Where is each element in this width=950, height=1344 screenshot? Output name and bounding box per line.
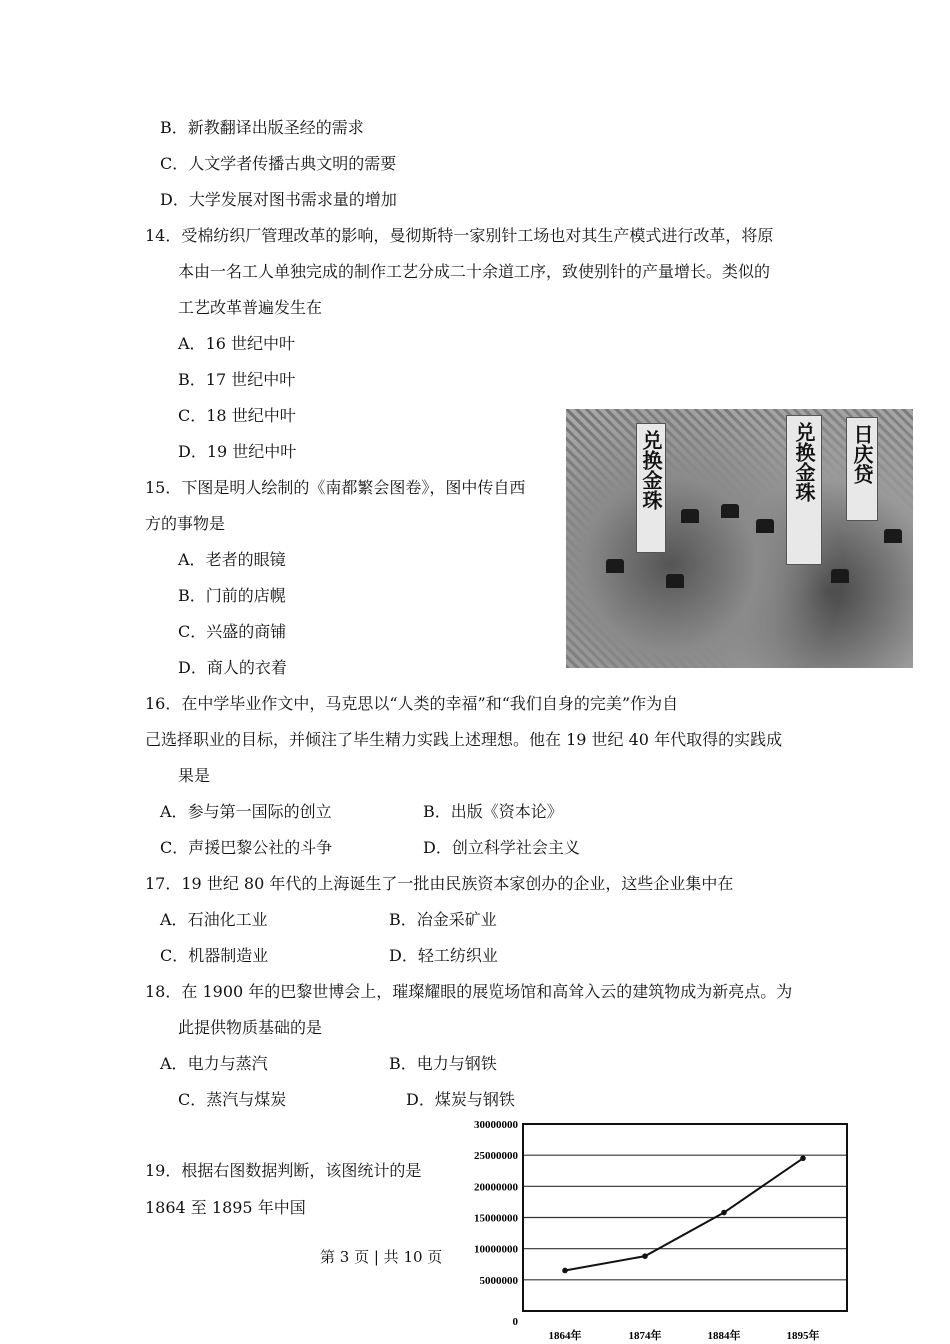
option-text: 人文学者传播古典文明的需要	[188, 154, 397, 173]
y-tick-label: 15000000	[474, 1212, 518, 1225]
q17-option-d	[389, 946, 498, 966]
q14-option-a	[178, 334, 295, 354]
painting-banner	[636, 423, 666, 553]
banner-text: 兑换金珠	[639, 430, 663, 510]
option-letter: B．	[389, 910, 417, 929]
option-text: 蒸汽与煤炭	[206, 1090, 287, 1109]
question-text: 己选择职业的目标，并倾注了毕生精力实践上述理想。他在 19 世纪 40 年代取得的实践成	[145, 730, 783, 749]
option-text: 兴盛的商铺	[206, 622, 287, 641]
question-text: 此提供物质基础的是	[178, 1018, 323, 1037]
question-number: 14．	[145, 226, 182, 245]
option-text: 轻工纺织业	[417, 946, 498, 965]
q13-option-b	[160, 118, 364, 138]
option-text: 16 世纪中叶	[205, 334, 296, 353]
line-chart	[460, 1110, 860, 1344]
q14-stem	[145, 226, 773, 246]
option-text: 商人的衣着	[206, 658, 287, 677]
option-text: 创立科学社会主义	[451, 838, 580, 857]
question-text: 根据右图数据判断，该图统计的是	[181, 1161, 422, 1180]
option-letter: C．	[160, 946, 189, 965]
x-tick-label: 1895年	[786, 1330, 820, 1342]
option-letter: A．	[160, 802, 188, 821]
q17-option-a	[160, 910, 268, 930]
q18-option-c	[178, 1090, 286, 1110]
q14-option-c	[178, 406, 296, 426]
x-tick-label: 1884年	[707, 1330, 741, 1342]
option-text: 电力与蒸汽	[187, 1054, 268, 1073]
question-text: 在中学毕业作文中，马克思以“人类的幸福”和“我们自身的完美”作为自	[181, 694, 679, 713]
option-letter: D．	[406, 1090, 435, 1109]
question-text: 受棉纺织厂管理改革的影响，曼彻斯特一家别针工场也对其生产模式进行改革，将原	[181, 226, 774, 245]
option-letter: B．	[423, 802, 451, 821]
option-letter: B．	[178, 586, 206, 605]
question-text: 19 世纪 80 年代的上海诞生了一批由民族资本家创办的企业，这些企业集中在	[181, 874, 734, 893]
question-text: 下图是明人绘制的《南都繁会图卷》，图中传自西	[181, 478, 526, 497]
q16-option-a	[160, 802, 332, 822]
q19-stem	[145, 1161, 421, 1181]
question-text: 本由一名工人单独完成的制作工艺分成二十余道工序，致使别针的产量增长。类似的	[178, 262, 771, 281]
option-text: 参与第一国际的创立	[187, 802, 332, 821]
banner-text: 日庆贷	[850, 424, 874, 484]
painting-banner	[846, 417, 878, 521]
data-point	[642, 1253, 648, 1259]
y-tick-label: 25000000	[474, 1150, 518, 1163]
option-letter: C．	[178, 1090, 207, 1109]
question-text: 在 1900 年的巴黎世博会上，璀璨耀眼的展览场馆和高耸入云的建筑物成为新亮点。为	[181, 982, 793, 1001]
option-text: 出版《资本论》	[450, 802, 563, 821]
figure-hat	[721, 504, 739, 518]
question-text: 方的事物是	[145, 514, 226, 533]
option-text: 门前的店幌	[205, 586, 286, 605]
option-letter: D．	[389, 946, 418, 965]
option-letter: C．	[178, 622, 207, 641]
option-text: 19 世纪中叶	[206, 442, 297, 461]
option-letter: A．	[178, 334, 206, 353]
data-point	[562, 1268, 568, 1274]
option-letter: C．	[178, 406, 207, 425]
question-text: 1864 至 1895 年中国	[145, 1198, 306, 1217]
option-letter: A．	[178, 550, 206, 569]
data-point	[721, 1210, 727, 1216]
question-number: 19．	[145, 1161, 182, 1180]
data-point	[800, 1155, 806, 1161]
page-footer: 第 3 页 | 共 10 页	[320, 1248, 443, 1266]
option-letter: C．	[160, 838, 189, 857]
figure-hat	[831, 569, 849, 583]
option-letter: B．	[389, 1054, 417, 1073]
option-text: 大学发展对图书需求量的增加	[188, 190, 397, 209]
q18-stem	[145, 982, 792, 1002]
q16-option-b	[423, 802, 563, 822]
question-text: 工艺改革普遍发生在	[178, 298, 323, 317]
q16-option-c	[160, 838, 332, 858]
painting-banner	[786, 415, 822, 565]
option-text: 煤炭与钢铁	[434, 1090, 515, 1109]
option-text: 17 世纪中叶	[205, 370, 296, 389]
option-text: 机器制造业	[188, 946, 269, 965]
question-number: 17．	[145, 874, 182, 893]
option-text: 18 世纪中叶	[206, 406, 296, 425]
option-letter: D．	[160, 190, 189, 209]
q15-option-b	[178, 586, 286, 606]
x-tick-label: 1864年	[548, 1330, 582, 1342]
option-letter: D．	[178, 442, 207, 461]
option-text: 电力与钢铁	[416, 1054, 497, 1073]
q17-stem	[145, 874, 733, 894]
y-tick-label: 0	[512, 1316, 518, 1328]
q15-option-d	[178, 658, 287, 678]
option-letter: A．	[160, 910, 188, 929]
y-tick-label: 20000000	[474, 1181, 518, 1194]
series-line	[565, 1158, 803, 1270]
option-letter: A．	[160, 1054, 188, 1073]
q17-option-c	[160, 946, 268, 966]
y-tick-label: 30000000	[474, 1119, 518, 1131]
figure-hat	[884, 529, 902, 543]
q16-option-d	[423, 838, 580, 858]
nandu-fanhui-painting	[566, 409, 913, 668]
q13-option-c	[160, 154, 396, 174]
option-letter: C．	[160, 154, 189, 173]
q14-option-b	[178, 370, 295, 390]
q13-option-d	[160, 190, 397, 210]
question-text: 果是	[178, 766, 211, 785]
q17-option-b	[389, 910, 497, 930]
option-text: 冶金采矿业	[416, 910, 497, 929]
figure-hat	[606, 559, 624, 573]
q15-option-c	[178, 622, 286, 642]
option-text: 新教翻译出版圣经的需求	[187, 118, 364, 137]
q15-stem	[145, 478, 525, 498]
question-number: 18．	[145, 982, 182, 1001]
q18-option-d	[406, 1090, 515, 1110]
option-letter: D．	[423, 838, 452, 857]
q14-option-d	[178, 442, 296, 462]
q15-option-a	[178, 550, 286, 570]
option-letter: D．	[178, 658, 207, 677]
option-text: 声援巴黎公社的斗争	[188, 838, 333, 857]
banner-text: 兑换金珠	[792, 422, 816, 502]
option-letter: B．	[178, 370, 206, 389]
q18-option-a	[160, 1054, 268, 1074]
question-number: 15．	[145, 478, 182, 497]
figure-hat	[681, 509, 699, 523]
x-tick-label: 1874年	[628, 1330, 662, 1342]
q18-option-b	[389, 1054, 497, 1074]
option-text: 老者的眼镜	[205, 550, 286, 569]
option-letter: B．	[160, 118, 188, 137]
figure-hat	[756, 519, 774, 533]
y-tick-label: 10000000	[474, 1243, 518, 1256]
question-number: 16．	[145, 694, 182, 713]
q16-stem	[145, 694, 678, 714]
figure-hat	[666, 574, 684, 588]
option-text: 石油化工业	[187, 910, 268, 929]
y-tick-label: 5000000	[479, 1274, 518, 1287]
